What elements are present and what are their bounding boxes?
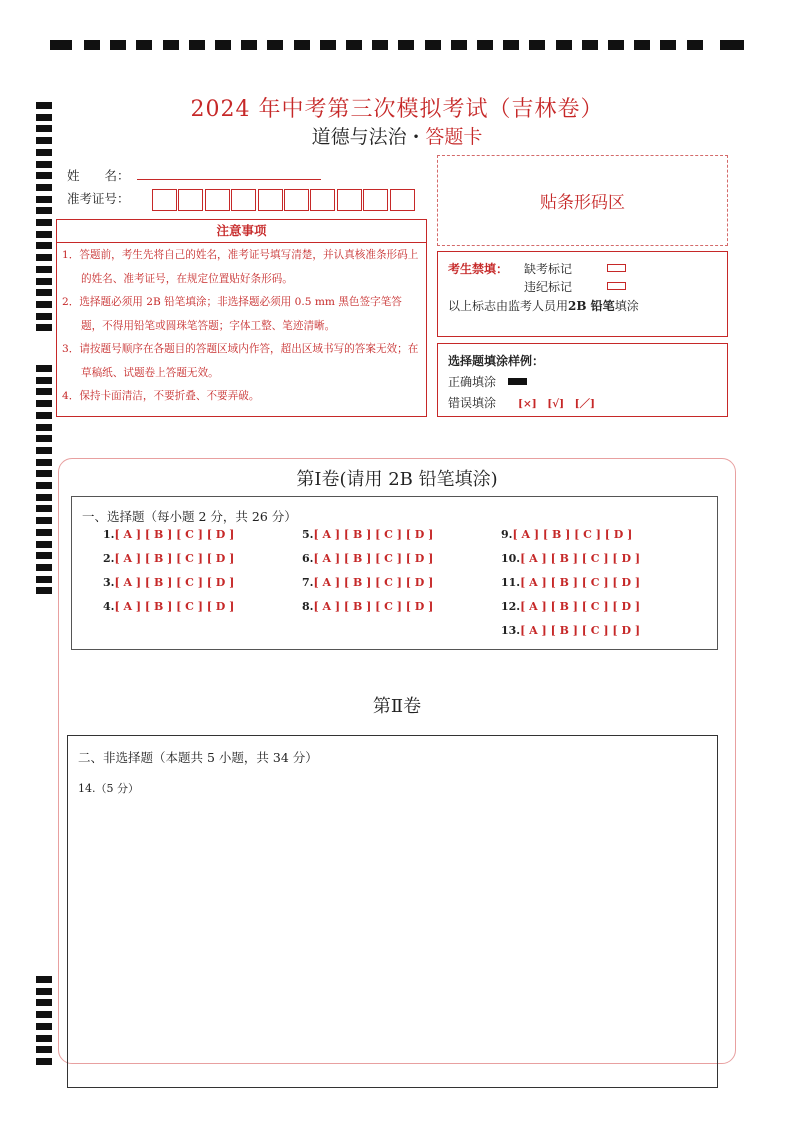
subject-name: 道德与法治 (311, 126, 407, 148)
timing-mark (634, 40, 650, 50)
question-number: 1. (103, 528, 115, 541)
side-timing-mark (36, 289, 52, 296)
side-timing-mark (36, 324, 52, 331)
sample-title: 选择题填涂样例： (448, 354, 545, 368)
open-section-title: 二、非选择题（本题共 5 小题，共 34 分） (78, 750, 318, 765)
answer-options[interactable]: [ A ] [ B ] [ C ] [ D ] (114, 552, 235, 565)
side-timing-mark (36, 161, 52, 168)
answer-options[interactable]: [ A ] [ B ] [ C ] [ D ] (512, 528, 633, 541)
exam-id-digit-box[interactable] (258, 189, 283, 211)
timing-mark (451, 40, 467, 50)
exam-id-digit-box[interactable] (310, 189, 335, 211)
notice-item-2: 2．选择题必须用 2B 铅笔填涂；非选择题必须用 0.5 mm 黑色签字笔答题，不得用铅笔或圆珠笔答题；字体工整、笔迹清晰。 (62, 296, 402, 332)
question-number: 7. (302, 576, 314, 589)
side-timing-mark (36, 301, 52, 308)
correct-fill-sample (508, 378, 527, 385)
timing-mark (556, 40, 572, 50)
side-timing-mark (36, 313, 52, 320)
side-timing-mark (36, 219, 52, 226)
exam-id-digit-box[interactable] (205, 189, 230, 211)
notice-list (62, 244, 422, 409)
timing-marks-top (50, 38, 744, 52)
mc-question-8[interactable] (302, 600, 433, 613)
exam-id-digit-box[interactable] (363, 189, 388, 211)
side-timing-mark (36, 412, 52, 419)
prohibit-note-post: 填涂 (614, 299, 639, 313)
question-number: 5. (302, 528, 314, 541)
page-title: 2024 年中考第三次模拟考试（吉林卷） (190, 97, 604, 122)
side-timing-mark (36, 1023, 52, 1030)
timing-mark (425, 40, 441, 50)
answer-options[interactable]: [ A ] [ B ] [ C ] [ D ] (520, 576, 641, 589)
prohibit-box (437, 251, 728, 337)
timing-mark (215, 40, 231, 50)
mc-question-10[interactable] (501, 552, 640, 565)
answer-options[interactable]: [ A ] [ B ] [ C ] [ D ] (520, 552, 641, 565)
subtitle-answer-sheet: 答题卡 (425, 126, 483, 148)
page-subtitle (0, 122, 794, 149)
side-timing-mark (36, 184, 52, 191)
side-timing-mark (36, 231, 52, 238)
prohibit-title: 考生禁填： (448, 262, 509, 276)
side-timing-mark (36, 999, 52, 1006)
timing-mark (84, 40, 100, 50)
notice-title: 注意事项 (56, 219, 427, 243)
question-14-label: 14.（5 分） (78, 782, 139, 795)
timing-mark (189, 40, 205, 50)
side-timing-mark (36, 1058, 52, 1065)
fill-sample-box (437, 343, 728, 417)
prohibit-note-pre: 以上标志由监考人员用 (448, 299, 569, 313)
timing-mark (50, 40, 72, 50)
side-timing-mark (36, 541, 52, 548)
answer-options[interactable]: [ A ] [ B ] [ C ] [ D ] (313, 552, 434, 565)
mc-question-9[interactable] (501, 528, 632, 541)
violation-label: 违纪标记 (524, 280, 573, 294)
notice-item-1: 1．答题前，考生先将自己的姓名，准考证号填写清楚，并认真核准条形码上的姓名、准考证号，在规定位置贴好条形码。 (62, 249, 419, 285)
side-timing-mark (36, 266, 52, 273)
mc-section-title: 一、选择题（每小题 2 分，共 26 分） (82, 509, 297, 524)
question-number: 13. (501, 624, 521, 637)
absent-label: 缺考标记 (524, 262, 573, 276)
timing-mark (163, 40, 179, 50)
timing-mark (241, 40, 257, 50)
side-timing-mark (36, 254, 52, 261)
timing-mark (720, 40, 744, 50)
side-timing-mark (36, 242, 52, 249)
notice-item-3: 3．请按题号顺序在各题目的答题区域内作答，超出区域书写的答案无效；在草稿纸、试题卷上答题无效。 (62, 343, 419, 379)
timing-mark (503, 40, 519, 50)
timing-mark (267, 40, 283, 50)
question-number: 11. (501, 576, 521, 589)
mc-question-4[interactable] (103, 600, 234, 613)
timing-mark (136, 40, 152, 50)
prohibit-note-bold: 2B 铅笔 (568, 299, 615, 313)
exam-id-digit-box[interactable] (337, 189, 362, 211)
answer-options[interactable]: [ A ] [ B ] [ C ] [ D ] (520, 624, 641, 637)
timing-mark (398, 40, 414, 50)
mc-question-11[interactable] (501, 576, 640, 589)
side-timing-mark (36, 517, 52, 524)
answer-options[interactable]: [ A ] [ B ] [ C ] [ D ] (114, 600, 235, 613)
question-number: 2. (103, 552, 115, 565)
side-timing-mark (36, 207, 52, 214)
exam-id-digit-box[interactable] (231, 189, 256, 211)
name-label: 姓 名： (67, 168, 130, 183)
correct-label: 正确填涂 (448, 375, 497, 389)
mc-question-6[interactable] (302, 552, 433, 565)
side-timing-mark (36, 494, 52, 501)
mc-question-7[interactable] (302, 576, 433, 589)
timing-mark (529, 40, 545, 50)
side-timing-mark (36, 564, 52, 571)
part1-title: 第Ⅰ卷(请用 2B 铅笔填涂) (296, 469, 498, 490)
side-timing-mark (36, 529, 52, 536)
side-timing-mark (36, 988, 52, 995)
violation-mark[interactable] (607, 282, 626, 290)
answer-options[interactable]: [ A ] [ B ] [ C ] [ D ] (520, 600, 641, 613)
answer-options[interactable]: [ A ] [ B ] [ C ] [ D ] (313, 576, 434, 589)
question-number: 8. (302, 600, 314, 613)
mc-question-1[interactable] (103, 528, 234, 541)
side-timing-mark (36, 400, 52, 407)
question-number: 4. (103, 600, 115, 613)
prohibit-note (448, 297, 639, 314)
side-timing-mark (36, 172, 52, 179)
side-timing-mark (36, 552, 52, 559)
side-timing-mark (36, 377, 52, 384)
timing-mark (660, 40, 676, 50)
question-number: 3. (103, 576, 115, 589)
side-timing-mark (36, 576, 52, 583)
timing-mark (477, 40, 493, 50)
mc-question-2[interactable] (103, 552, 234, 565)
id-label: 准考证号： (67, 191, 130, 206)
wrong-label: 错误填涂 (448, 396, 497, 410)
side-timing-mark (36, 1046, 52, 1053)
mc-question-13[interactable] (501, 624, 640, 637)
subtitle-dot: · (412, 126, 420, 148)
side-timing-mark (36, 447, 52, 454)
notice-item-4: 4．保持卡面清洁，不要折叠、不要弄破。 (62, 390, 260, 402)
side-timing-mark (36, 424, 52, 431)
answer-options[interactable]: [ A ] [ B ] [ C ] [ D ] (313, 528, 434, 541)
open-answer-box[interactable] (67, 735, 718, 1088)
timing-mark (294, 40, 310, 50)
timing-mark (582, 40, 598, 50)
exam-id-digit-box[interactable] (152, 189, 177, 211)
timing-mark (687, 40, 703, 50)
side-timing-mark (36, 435, 52, 442)
barcode-area[interactable]: 贴条形码区 (437, 155, 728, 246)
side-timing-mark (36, 587, 52, 594)
absent-mark[interactable] (607, 264, 626, 272)
side-timing-mark (36, 196, 52, 203)
timing-mark (372, 40, 388, 50)
mc-question-3[interactable] (103, 576, 234, 589)
wrong-fill-samples: [×] [√] [／] (518, 398, 596, 410)
question-number: 9. (501, 528, 513, 541)
side-timing-mark (36, 1011, 52, 1018)
question-number: 6. (302, 552, 314, 565)
mc-question-12[interactable] (501, 600, 640, 613)
question-number: 12. (501, 600, 521, 613)
side-timing-mark (36, 505, 52, 512)
name-field[interactable] (137, 179, 321, 180)
exam-id-digit-box[interactable] (390, 189, 415, 211)
timing-mark (346, 40, 362, 50)
side-timing-mark (36, 1035, 52, 1042)
timing-mark (320, 40, 336, 50)
side-timing-mark (36, 149, 52, 156)
exam-id-digit-box[interactable] (284, 189, 309, 211)
side-timing-mark (36, 976, 52, 983)
exam-id-digit-box[interactable] (178, 189, 203, 211)
answer-options[interactable]: [ A ] [ B ] [ C ] [ D ] (313, 600, 434, 613)
timing-mark (110, 40, 126, 50)
part2-title: 第Ⅱ卷 (372, 696, 422, 717)
answer-options[interactable]: [ A ] [ B ] [ C ] [ D ] (114, 576, 235, 589)
side-timing-mark (36, 365, 52, 372)
timing-mark (608, 40, 624, 50)
mc-question-5[interactable] (302, 528, 433, 541)
answer-options[interactable]: [ A ] [ B ] [ C ] [ D ] (114, 528, 235, 541)
side-timing-mark (36, 388, 52, 395)
question-number: 10. (501, 552, 521, 565)
side-timing-mark (36, 278, 52, 285)
